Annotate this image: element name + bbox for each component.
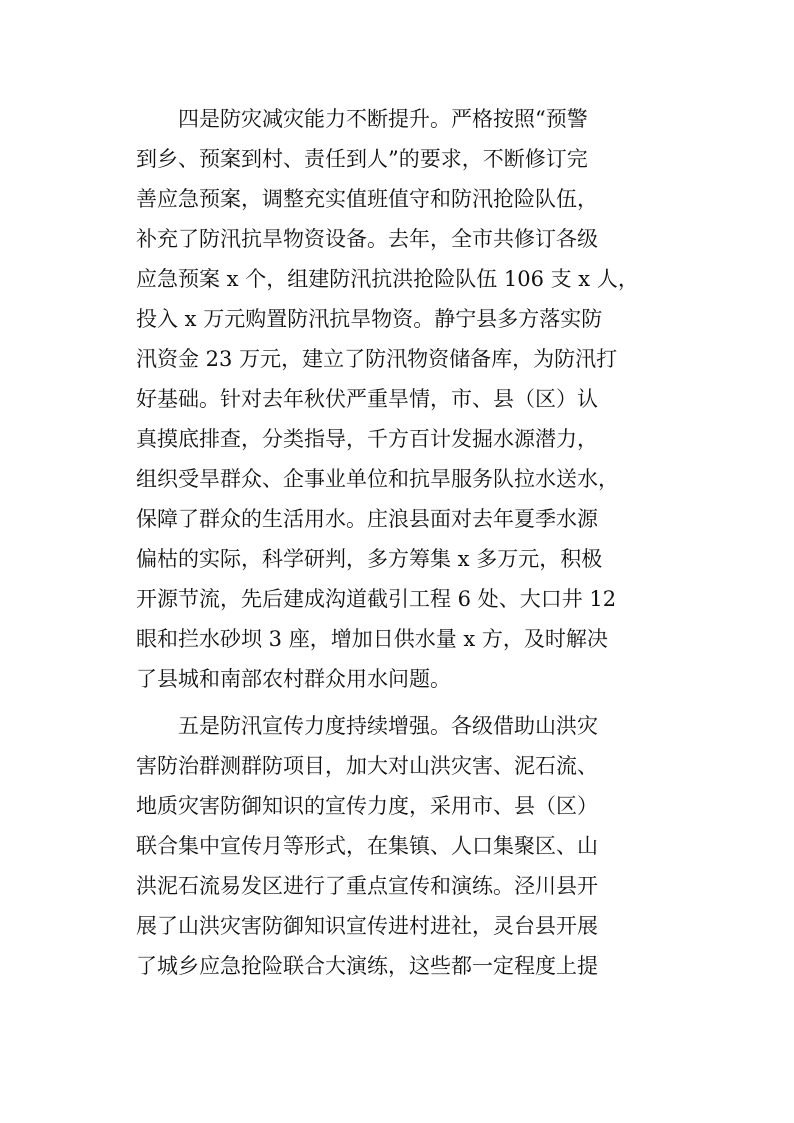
paragraph-2-line: 联合集中宣传月等形式，在集镇、人口集聚区、山 [136, 834, 598, 858]
paragraph-1-line: 四是防灾减灾能力不断提升。严格按照“预警 [178, 107, 588, 131]
paragraph-2-line: 展了山洪灾害防御知识宣传进村进社，灵台县开展 [136, 914, 598, 938]
paragraph-1-line: 应急预案 x 个，组建防汛抗洪抢险队伍 106 支 x 人， [136, 267, 639, 291]
paragraph-1-line: 到乡、预案到村、责任到人”的要求，不断修订完 [136, 147, 588, 171]
paragraph-1-line: 开源节流，先后建成沟道截引工程 6 处、大口井 12 [136, 587, 617, 611]
paragraph-1-line: 偏枯的实际，科学研判，多方筹集 x 多万元，积极 [136, 547, 603, 571]
document-body [136, 99, 676, 986]
paragraph-1-line: 补充了防汛抗旱物资设备。去年，全市共修订各级 [136, 227, 598, 251]
paragraph-1-line: 好基础。针对去年秋伏严重旱情，市、县（区）认 [136, 387, 598, 411]
paragraph-2-line: 害防治群测群防项目，加大对山洪灾害、泥石流、 [136, 754, 598, 778]
paragraph-1-line: 了县城和南部农村群众用水问题。 [136, 667, 451, 691]
paragraph-1-line: 保障了群众的生活用水。庄浪县面对去年夏季水源 [136, 507, 598, 531]
paragraph-2-line: 五是防汛宣传力度持续增强。各级借助山洪灾 [178, 714, 598, 738]
paragraph-1-line: 善应急预案，调整充实值班值守和防汛抢险队伍， [136, 187, 598, 211]
paragraph-2-line: 洪泥石流易发区进行了重点宣传和演练。泾川县开 [136, 874, 598, 898]
paragraph-1-line: 真摸底排查，分类指导，千方百计发掘水源潜力， [136, 427, 598, 451]
paragraph-1-line: 投入 x 万元购置防汛抗旱物资。静宁县多方落实防 [136, 307, 603, 331]
paragraph-2-line: 地质灾害防御知识的宣传力度，采用市、县（区） [136, 794, 598, 818]
paragraph-2-line: 了城乡应急抢险联合大演练，这些都一定程度上提 [136, 954, 598, 978]
paragraph-1-line: 汛资金 23 万元，建立了防汛物资储备库，为防汛打 [136, 347, 618, 371]
paragraph-1-line: 组织受旱群众、企事业单位和抗旱服务队拉水送水， [136, 467, 619, 491]
paragraph-1-line: 眼和拦水砂坝 3 座，增加日供水量 x 方，及时解决 [136, 627, 608, 651]
